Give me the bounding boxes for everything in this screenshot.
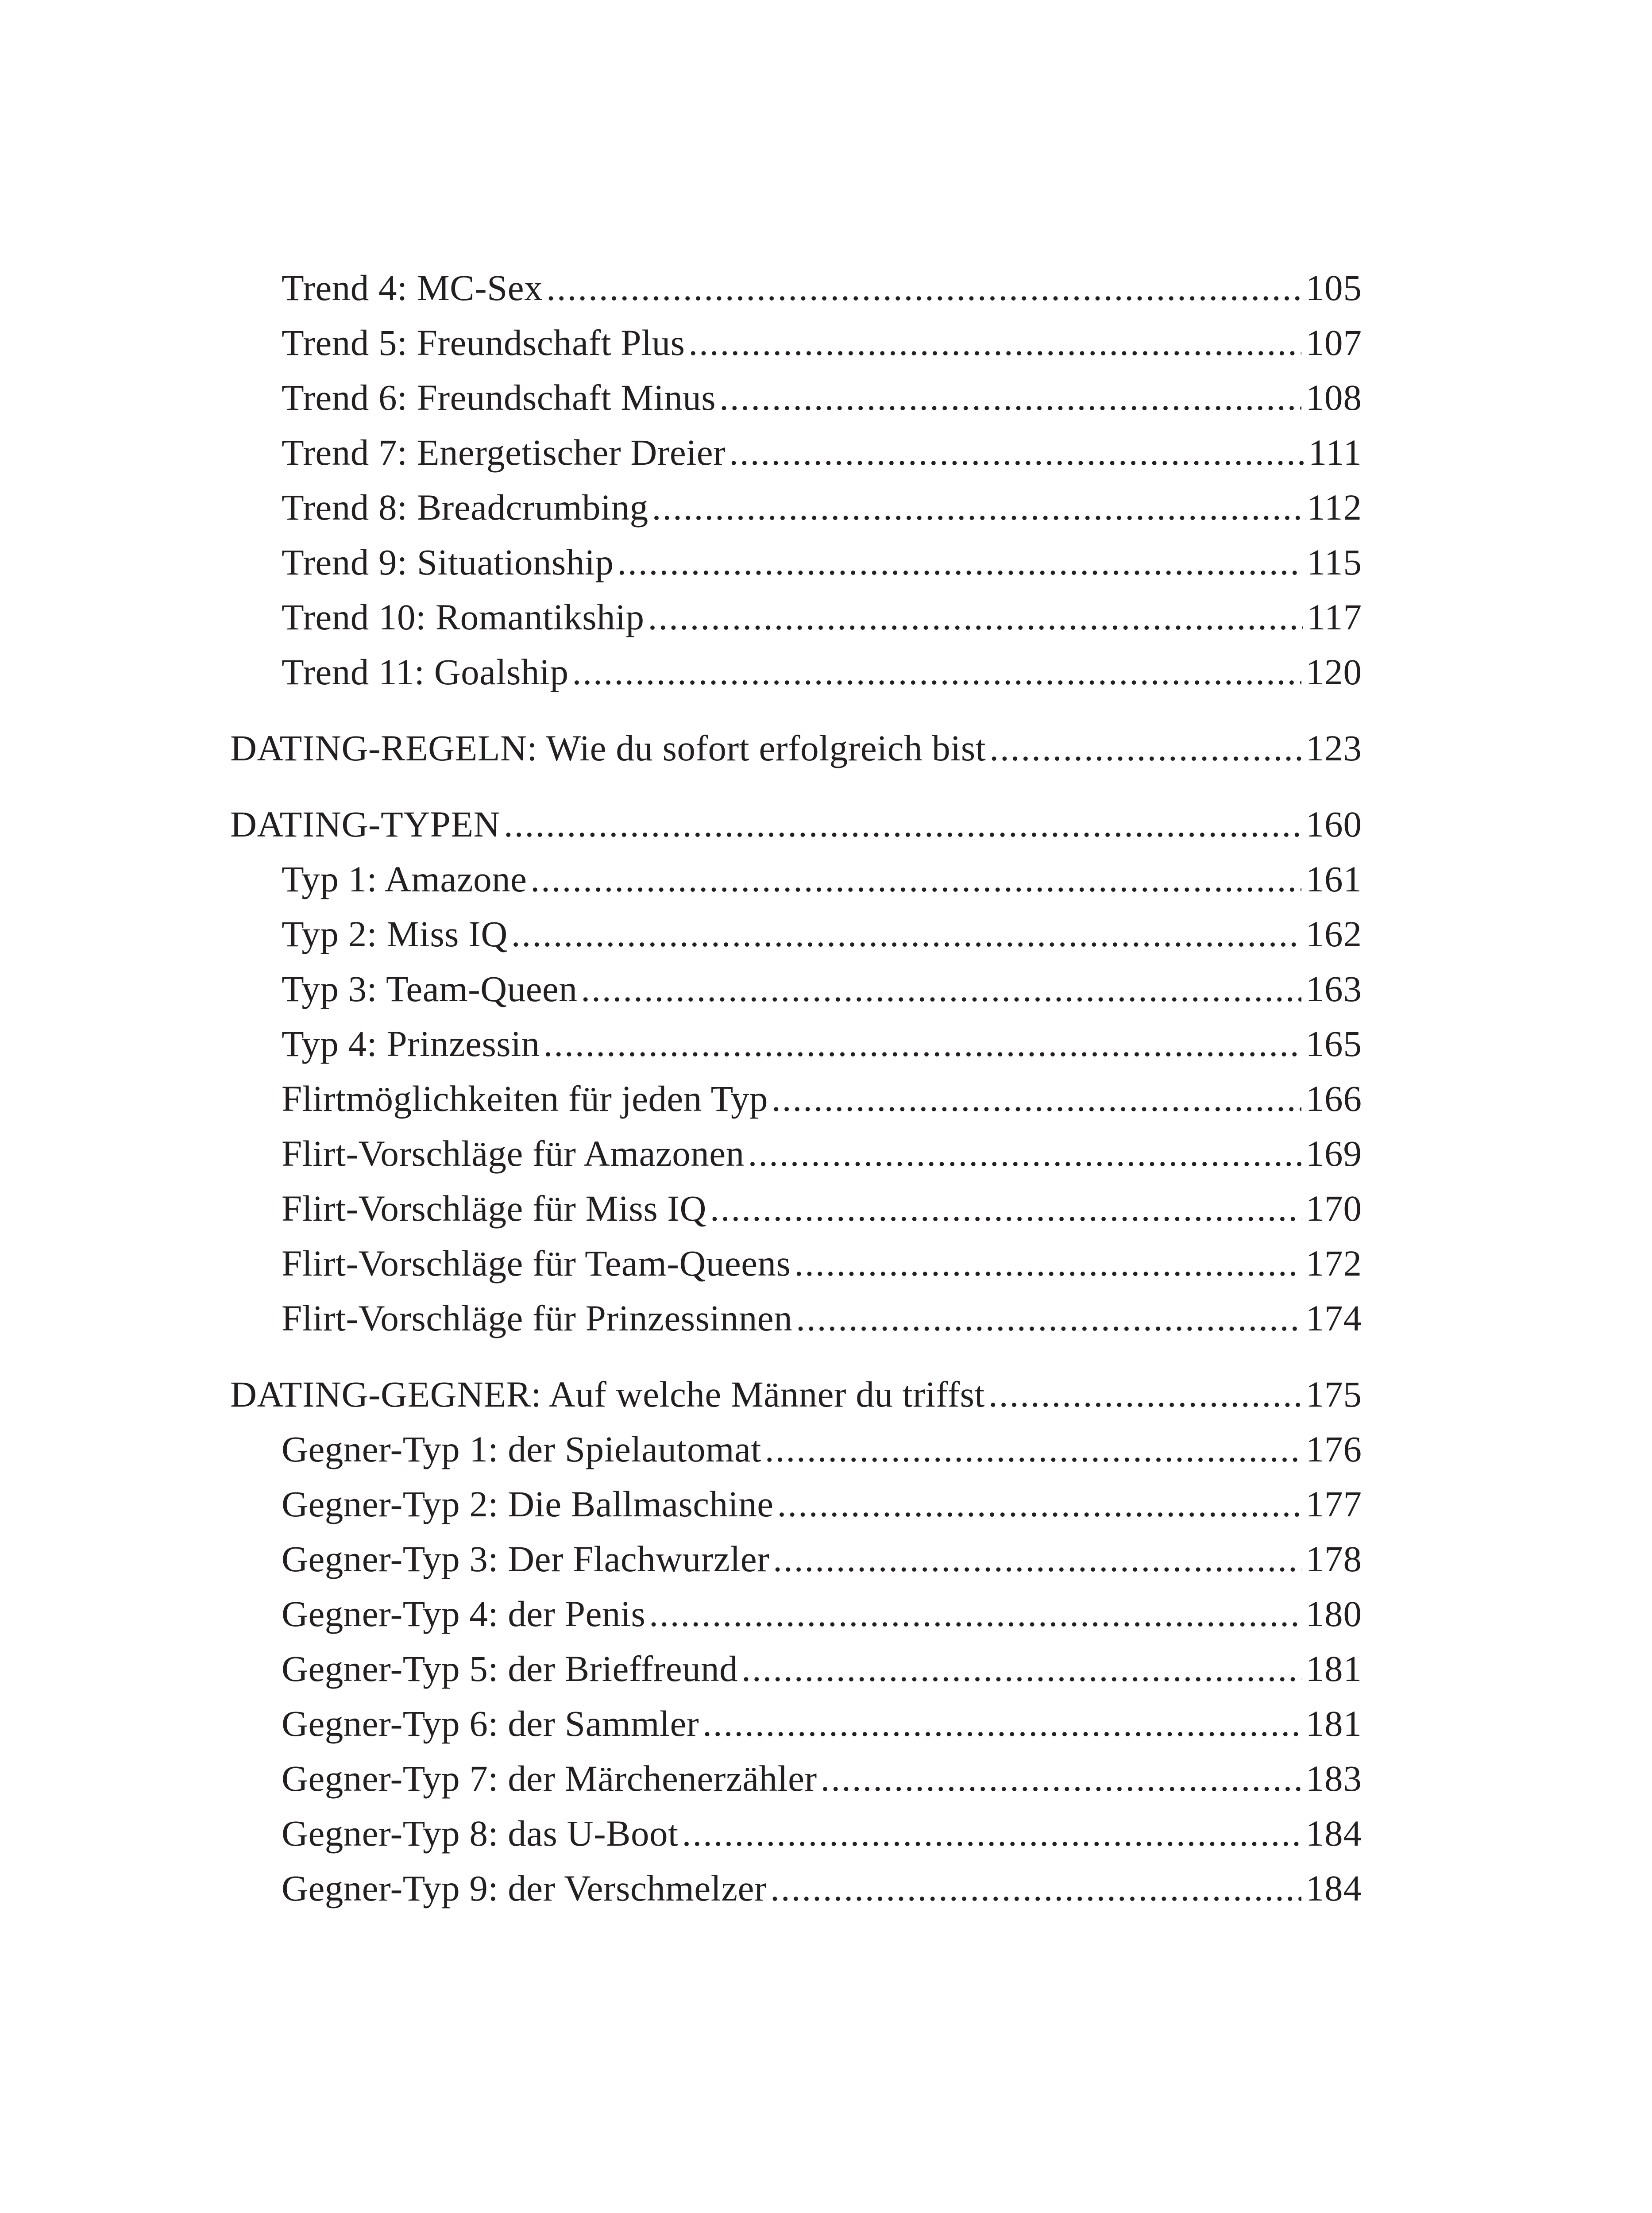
- toc-entry-page: 117: [1307, 597, 1362, 637]
- dot-leader: [794, 1237, 1301, 1290]
- toc-entry-title: Flirt-Vorschläge für Prinzessinnen: [282, 1298, 793, 1338]
- toc-entry: [282, 481, 1362, 534]
- toc-entry: [282, 1423, 1362, 1476]
- toc-entry-page: 183: [1305, 1758, 1362, 1799]
- toc-entry-page: 184: [1305, 1868, 1362, 1908]
- toc-entry-page: 163: [1305, 968, 1362, 1009]
- toc-entry-title: Typ 1: Amazone: [282, 859, 527, 899]
- toc-entry-page: 181: [1305, 1703, 1362, 1744]
- toc-entry-page: 120: [1305, 652, 1362, 692]
- toc-entry: [282, 536, 1362, 589]
- toc-entry-title: Typ 4: Prinzessin: [282, 1023, 540, 1064]
- toc-entry: [282, 261, 1362, 314]
- toc-entry-page: 175: [1305, 1374, 1362, 1415]
- toc-entry: [282, 1477, 1362, 1531]
- toc-entry-page: 170: [1305, 1188, 1362, 1229]
- toc-entry-page: 160: [1305, 804, 1362, 844]
- dot-leader: [546, 261, 1301, 314]
- toc-entry: [282, 1587, 1362, 1640]
- toc-entry-page: 111: [1308, 432, 1362, 473]
- toc-entry: [282, 1862, 1362, 1915]
- dot-leader: [617, 536, 1302, 589]
- toc-entry: [282, 1807, 1362, 1860]
- toc-entry-title: DATING-REGELN: Wie du sofort erfolgreich bist: [230, 728, 986, 768]
- toc-entry-page: 115: [1307, 542, 1362, 582]
- dot-leader: [988, 1368, 1301, 1421]
- toc-entry-page: 107: [1305, 322, 1362, 363]
- toc-entry: [282, 852, 1362, 906]
- toc-entry-title: DATING-TYPEN: [230, 804, 500, 844]
- toc-entry-title: Gegner-Typ 1: der Spielautomat: [282, 1429, 761, 1469]
- toc-entry-page: 184: [1305, 1813, 1362, 1854]
- toc-entry: [282, 426, 1362, 479]
- toc-entry-title: Typ 2: Miss IQ: [282, 914, 508, 954]
- toc-entry-title: Gegner-Typ 5: der Brieffreund: [282, 1648, 738, 1689]
- toc-entry-page: 161: [1305, 859, 1362, 899]
- toc-entry-title: Trend 5: Freundschaft Plus: [282, 322, 685, 363]
- toc-entry-page: 162: [1305, 914, 1362, 954]
- dot-leader: [748, 1127, 1301, 1180]
- dot-leader: [770, 1862, 1301, 1915]
- toc-entry: [282, 1532, 1362, 1585]
- dot-leader: [989, 721, 1301, 775]
- toc-entry-title: Trend 6: Freundschaft Minus: [282, 377, 716, 418]
- toc-entry-title: DATING-GEGNER: Auf welche Männer du triffst: [230, 1374, 985, 1415]
- toc-entry-page: 169: [1305, 1133, 1362, 1174]
- toc-entry: [282, 316, 1362, 369]
- toc-entry-title: Gegner-Typ 2: Die Ballmaschine: [282, 1484, 774, 1524]
- dot-leader: [765, 1423, 1301, 1476]
- dot-leader: [729, 426, 1304, 479]
- toc-chapter-entry: [230, 798, 1362, 851]
- toc-entry-title: Flirt-Vorschläge für Miss IQ: [282, 1188, 706, 1229]
- toc-entry-page: 112: [1307, 487, 1362, 528]
- dot-leader: [688, 316, 1301, 369]
- toc-entry-title: Trend 10: Romantikship: [282, 597, 645, 637]
- toc-entry: [282, 962, 1362, 1015]
- toc-entry: [282, 1182, 1362, 1235]
- dot-leader: [796, 1292, 1301, 1345]
- dot-leader: [682, 1807, 1301, 1860]
- dot-leader: [821, 1752, 1301, 1805]
- toc-entry-page: 176: [1305, 1429, 1362, 1469]
- toc-entry: [282, 371, 1362, 424]
- toc-entry-title: Gegner-Typ 3: Der Flachwurzler: [282, 1538, 770, 1579]
- toc-entry-title: Flirt-Vorschläge für Team-Queens: [282, 1243, 791, 1284]
- dot-leader: [652, 481, 1303, 534]
- toc-entry: [282, 1642, 1362, 1695]
- toc-chapter-entry: [230, 721, 1362, 775]
- toc-entry-title: Trend 11: Goalship: [282, 652, 569, 692]
- toc-entry-title: Gegner-Typ 9: der Verschmelzer: [282, 1868, 767, 1908]
- dot-leader: [649, 1587, 1301, 1640]
- toc-entry-page: 178: [1305, 1538, 1362, 1579]
- toc-entry-title: Trend 7: Energetischer Dreier: [282, 432, 726, 473]
- toc-entry-page: 180: [1305, 1593, 1362, 1634]
- toc-entry-title: Gegner-Typ 8: das U-Boot: [282, 1813, 679, 1854]
- toc-entry: [282, 1292, 1362, 1345]
- toc-entry-page: 123: [1305, 728, 1362, 768]
- dot-leader: [719, 371, 1301, 424]
- dot-leader: [710, 1182, 1301, 1235]
- toc-chapter-entry: [230, 1368, 1362, 1421]
- toc-entry-page: 174: [1305, 1298, 1362, 1338]
- toc-entry: [282, 645, 1362, 698]
- dot-leader: [773, 1532, 1301, 1585]
- toc-entry-page: 172: [1305, 1243, 1362, 1284]
- toc-entry: [282, 1697, 1362, 1750]
- toc-entry-page: 166: [1305, 1078, 1362, 1119]
- toc-entry: [282, 1237, 1362, 1290]
- dot-leader: [581, 962, 1301, 1015]
- toc-entry: [282, 1127, 1362, 1180]
- toc-entry-title: Trend 8: Breadcrumbing: [282, 487, 648, 528]
- toc-entry-title: Flirt-Vorschläge für Amazonen: [282, 1133, 745, 1174]
- toc-entry-title: Gegner-Typ 7: der Märchenerzähler: [282, 1758, 817, 1799]
- dot-leader: [777, 1477, 1301, 1531]
- dot-leader: [504, 798, 1301, 851]
- dot-leader: [572, 645, 1301, 698]
- toc-entry: [282, 1752, 1362, 1805]
- toc-entry: [282, 590, 1362, 644]
- toc-entry: [282, 907, 1362, 960]
- toc-entry-page: 177: [1305, 1484, 1362, 1524]
- toc-entry-page: 181: [1305, 1648, 1362, 1689]
- dot-leader: [511, 907, 1301, 960]
- dot-leader: [544, 1017, 1301, 1070]
- toc-entry: [282, 1017, 1362, 1070]
- toc-entry: [282, 1072, 1362, 1125]
- toc-entry-title: Gegner-Typ 6: der Sammler: [282, 1703, 699, 1744]
- dot-leader: [530, 852, 1301, 906]
- dot-leader: [741, 1642, 1301, 1695]
- toc-entry-page: 165: [1305, 1023, 1362, 1064]
- dot-leader: [772, 1072, 1301, 1125]
- toc-entry-title: Typ 3: Team-Queen: [282, 968, 578, 1009]
- toc-entry-title: Trend 4: MC-Sex: [282, 267, 543, 308]
- toc-entry-page: 105: [1305, 267, 1362, 308]
- dot-leader: [702, 1697, 1301, 1750]
- toc-entry-title: Trend 9: Situationship: [282, 542, 614, 582]
- toc-entry-page: 108: [1305, 377, 1362, 418]
- dot-leader: [648, 590, 1303, 644]
- toc-entry-title: Gegner-Typ 4: der Penis: [282, 1593, 646, 1634]
- toc-entry-title: Flirtmöglichkeiten für jeden Typ: [282, 1078, 768, 1119]
